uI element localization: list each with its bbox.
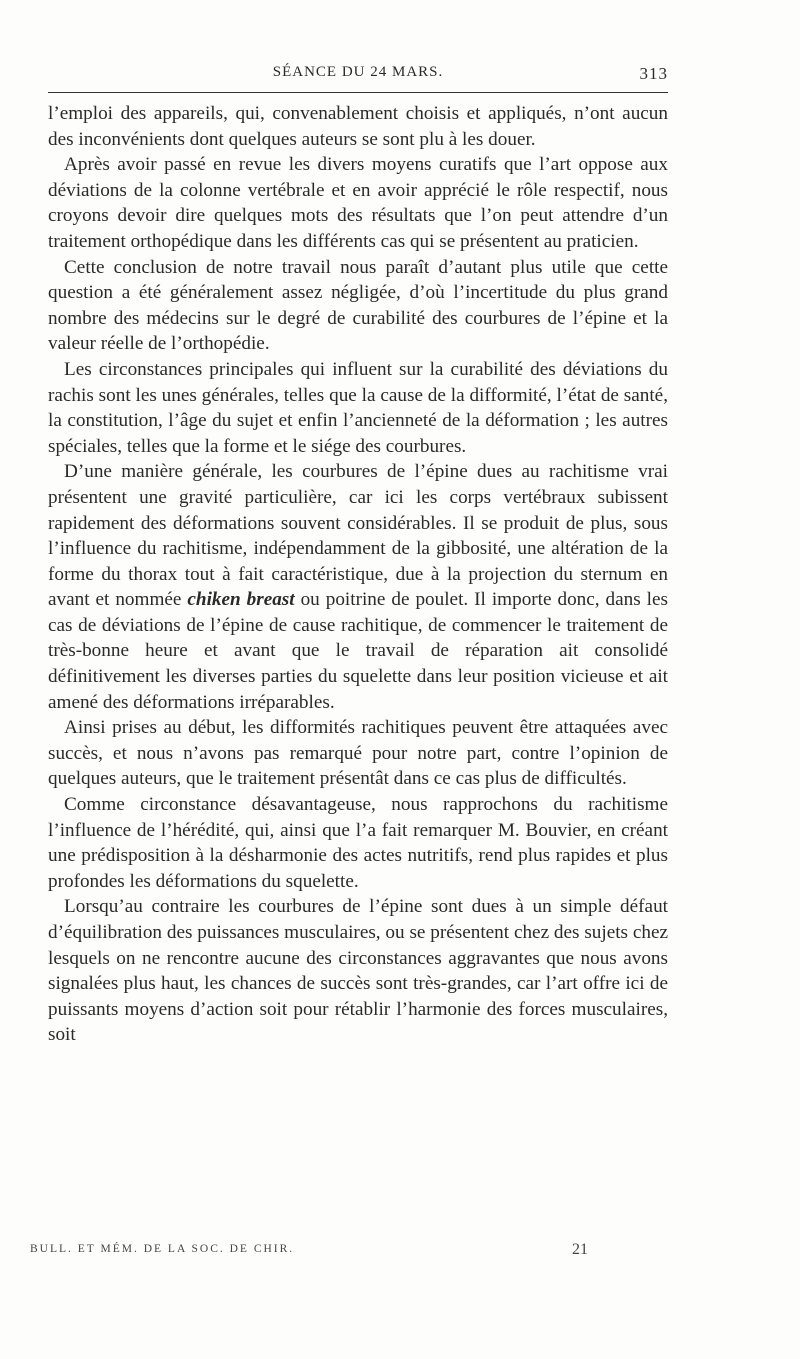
paragraph-6: Ainsi prises au début, les difformités rachitiques peuvent être attaquées avec succès, et nous n’avons pas remarqué pour notre part, contre l’opinion de quelques auteurs, que le traitement présentât dans ce cas plus de difficultés. [48,717,668,790]
paragraph-5-part-1: D’une manière générale, les courbures de l’épine dues au rachitisme vrai présentent une gravité particulière, car ici les corps vertébraux subissent rapidement des déformations souvent considérables. Il se produit de plus, sous l’influence du rachitisme, indépendamment de la gibbosité, une altération de la forme du thorax tout à fait caractéristique, due à la projection du sternum en avant et nommée [48,461,668,611]
paragraph-5-part-2: ou poitrine de poulet. Il importe donc, dans les cas de déviations de l’épine de cause rachitique, de commencer le traitement de très-bonne heure et avant que le travail de réparation ait consolidé définitivement les diverses parties du squelette dans leur position vicieuse et ait amené des déformations irréparables. [48,589,668,713]
italic-term: chiken breast [187,589,295,611]
paragraph-3: Cette conclusion de notre travail nous paraît d’autant plus utile que cette question a été généralement assez négligée, d’où l’incertitude du plus grand nombre des médecins sur le degré de curabilité des courbures de l’épine et la valeur réelle de l’orthopédie. [48,256,668,355]
header-rule [48,92,668,93]
paragraph-5 [48,459,668,715]
document-page [48,60,668,1048]
paragraph-4: Les circonstances principales qui influent sur la curabilité des déviations du rachis sont les unes générales, telles que la cause de la difformité, l’état de santé, la constitution, l’âge du sujet et enfin l’ancienneté de la déformation ; les autres spéciales, telles que la forme et le siége des courbures. [48,358,668,457]
running-title: SÉANCE DU 24 MARS. [272,64,444,80]
page-footer [30,1241,620,1258]
running-head [48,60,668,86]
paragraph-8: Lorsqu’au contraire les courbures de l’épine sont dues à un simple défaut d’équilibration des puissances musculaires, ou se présentent chez des sujets chez lesquels on ne rencontre aucune des circonstances aggravantes que nous avons signalées plus haut, les chances de succès sont très-grandes, car l’art offre ici de puissants moyens d’action soit pour rétablir l’harmonie des forces musculaires, soit [48,896,668,1046]
journal-footer: BULL. ET MÉM. DE LA SOC. DE CHIR. [30,1243,295,1255]
body-text [48,101,668,1048]
paragraph-1: l’emploi des appareils, qui, convenablement choisis et appliqués, n’ont aucun des inconvénients dont quelques auteurs se sont plu à les douer. [48,103,668,150]
signature-mark: 21 [572,1241,588,1258]
paragraph-2: Après avoir passé en revue les divers moyens curatifs que l’art oppose aux déviations de la colonne vertébrale et en avoir apprécié le rôle respectif, nous croyons devoir dire quelques mots des résultats que l’on peut attendre d’un traitement orthopédique dans les différents cas qui se présentent au praticien. [48,154,668,252]
page-number: 313 [639,64,668,83]
paragraph-7: Comme circonstance désavantageuse, nous rapprochons du rachitisme l’influence de l’hérédité, qui, ainsi que l’a fait remarquer M. Bouvier, en créant une prédisposition à la désharmonie des actes nutritifs, rend plus rapides et plus profondes les déformations du squelette. [48,794,668,892]
